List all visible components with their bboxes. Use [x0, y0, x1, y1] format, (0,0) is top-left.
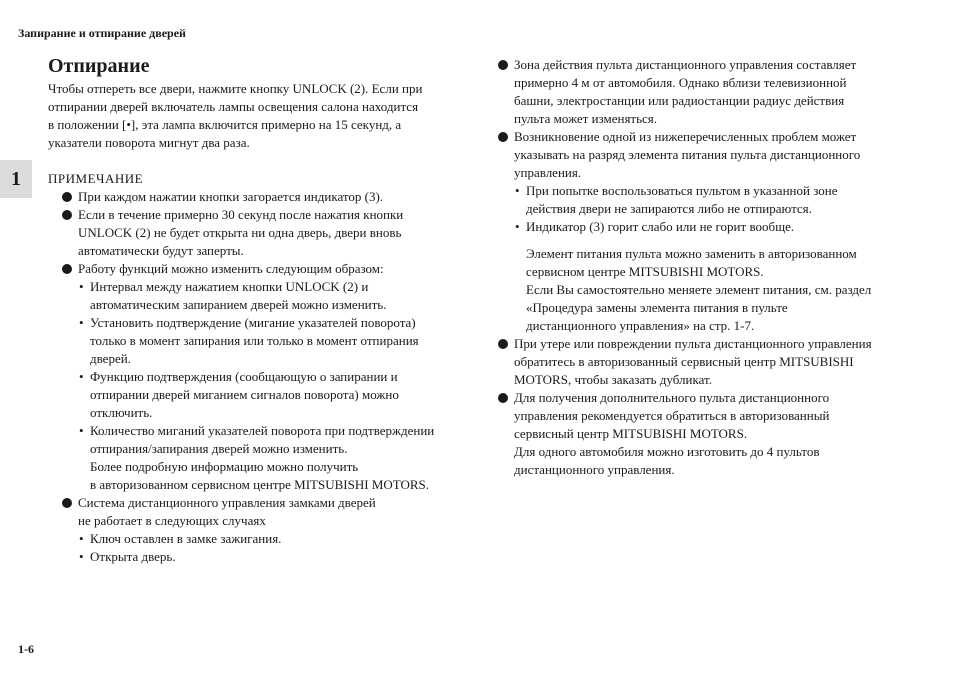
intro-line: отпирании дверей включатель лампы освещения салона находится	[48, 99, 419, 114]
note-line: Если в течение примерно 30 секунд после нажатия кнопки	[78, 207, 404, 222]
sub-item	[78, 314, 463, 368]
sub-line: Установить подтверждение (мигание указателей поворота)	[90, 315, 416, 330]
sub-line: При попытке воспользоваться пультом в указанной зоне	[526, 183, 838, 198]
note-line: Для получения дополнительного пульта дистанционного	[514, 390, 830, 405]
sub-line: отключить.	[90, 405, 153, 420]
sub-line: Ключ оставлен в замке зажигания.	[90, 531, 282, 546]
note-line: сервисный центр MITSUBISHI MOTORS.	[514, 426, 748, 441]
note-item	[62, 206, 463, 260]
note-line: башни, электростанции или радиостанции радиус действия	[514, 93, 845, 108]
left-column	[48, 54, 463, 566]
note-line: Система дистанционного управления замками дверей	[78, 495, 376, 510]
note-line: При утере или повреждении пульта дистанционного управления	[514, 336, 872, 351]
right-column	[498, 56, 898, 479]
page-header: Запирание и отпирание дверей	[18, 26, 186, 40]
sub-line: Количество миганий указателей поворота при подтверждении	[90, 423, 435, 438]
sub-line: Если Вы самостоятельно меняете элемент питания, см. раздел	[526, 282, 872, 297]
sub-line: Интервал между нажатием кнопки UNLOCK (2) и	[90, 279, 369, 294]
bullet-icon	[498, 132, 508, 142]
sub-bullet-icon: •	[79, 423, 84, 438]
chapter-tab: 1	[0, 160, 32, 198]
note-line: пульта может изменяться.	[514, 111, 658, 126]
sub-line: отпирании дверей миганием сигналов поворота) можно	[90, 387, 399, 402]
sub-bullet-icon: •	[515, 183, 520, 198]
note-line: Для одного автомобиля можно изготовить до 4 пультов	[514, 444, 820, 459]
sub-line: действия двери не запираются либо не отпираются.	[526, 201, 812, 216]
note-item	[62, 188, 463, 206]
sub-item	[514, 182, 898, 218]
bullet-icon	[498, 339, 508, 349]
intro-line: Чтобы отпереть все двери, нажмите кнопку UNLOCK (2). Если при	[48, 81, 423, 96]
bullet-icon	[498, 393, 508, 403]
intro-line: в положении [•], эта лампа включится примерно на 15 секунд, а	[48, 117, 402, 132]
note-item	[498, 335, 898, 389]
note-line: При каждом нажатии кнопки загорается индикатор (3).	[78, 189, 384, 204]
sub-item	[78, 368, 463, 422]
section-title: Отпирание	[48, 55, 150, 77]
sub-line: сервисном центре MITSUBISHI MOTORS.	[526, 264, 764, 279]
sub-line: только в момент запирания или только в момент отпирания	[90, 333, 419, 348]
sub-line: Элемент питания пульта можно заменить в авторизованном	[526, 246, 857, 261]
sub-line: отпирания/запирания дверей можно изменить.	[90, 441, 348, 456]
sub-line: дверей.	[90, 351, 131, 366]
sub-item	[514, 218, 898, 236]
sub-line: дистанционного управления» на стр. 1-7.	[526, 318, 755, 333]
bullet-icon	[62, 210, 72, 220]
sub-bullet-icon: •	[79, 369, 84, 384]
intro-line: указатели поворота мигнут два раза.	[48, 135, 250, 150]
sub-line: Индикатор (3) горит слабо или не горит вообще.	[526, 219, 795, 234]
sub-item	[78, 422, 463, 458]
sub-bullet-icon: •	[515, 219, 520, 234]
bullet-icon	[62, 498, 72, 508]
note-line: обратитесь в авторизованный сервисный центр MITSUBISHI	[514, 354, 854, 369]
note-line: MOTORS, чтобы заказать дубликат.	[514, 372, 712, 387]
sub-line: в авторизованном сервисном центре MITSUBISHI MOTORS.	[90, 477, 430, 492]
sub-bullet-icon: •	[79, 549, 84, 564]
sub-line: «Процедура замены элемента питания в пульте	[526, 300, 788, 315]
bullet-icon	[498, 60, 508, 70]
note-item	[62, 494, 463, 566]
note-line: дистанционного управления.	[514, 462, 675, 477]
note-line: UNLOCK (2) не будет открыта ни одна дверь, двери вновь	[78, 225, 402, 240]
note-line: примерно 4 м от автомобиля. Однако вблизи телевизионной	[514, 75, 847, 90]
note-line: управления.	[514, 165, 582, 180]
sub-bullet-icon: •	[79, 279, 84, 294]
page-number: 1-6	[18, 642, 34, 656]
sub-item	[78, 548, 463, 566]
note-line: автоматически будут заперты.	[78, 243, 244, 258]
sub-item	[78, 278, 463, 314]
bullet-icon	[62, 192, 72, 202]
note-line: не работает в следующих случаях	[78, 513, 266, 528]
sub-line: Более подробную информацию можно получить	[90, 459, 359, 474]
sub-item	[78, 530, 463, 548]
note-item	[498, 56, 898, 128]
intro-paragraph	[48, 80, 463, 152]
bullet-icon	[62, 264, 72, 274]
note-line: Работу функций можно изменить следующим образом:	[78, 261, 384, 276]
note-line: указывать на разряд элемента питания пульта дистанционного	[514, 147, 861, 162]
note-item	[498, 389, 898, 479]
note-line: управления рекомендуется обратиться в авторизованный	[514, 408, 830, 423]
sub-bullet-icon: •	[79, 315, 84, 330]
note-line: Зона действия пульта дистанционного управления составляет	[514, 57, 857, 72]
sub-line: Открыта дверь.	[90, 549, 176, 564]
sub-bullet-icon: •	[79, 531, 84, 546]
note-label: ПРИМЕЧАНИЕ	[48, 171, 144, 186]
note-list	[48, 188, 463, 566]
sub-line: Функцию подтверждения (сообщающую о запирании и	[90, 369, 398, 384]
note-item	[62, 260, 463, 494]
sub-line: автоматическим запиранием дверей можно изменить.	[90, 297, 387, 312]
note-line: Возникновение одной из нижеперечисленных проблем может	[514, 129, 857, 144]
note-item	[498, 128, 898, 335]
